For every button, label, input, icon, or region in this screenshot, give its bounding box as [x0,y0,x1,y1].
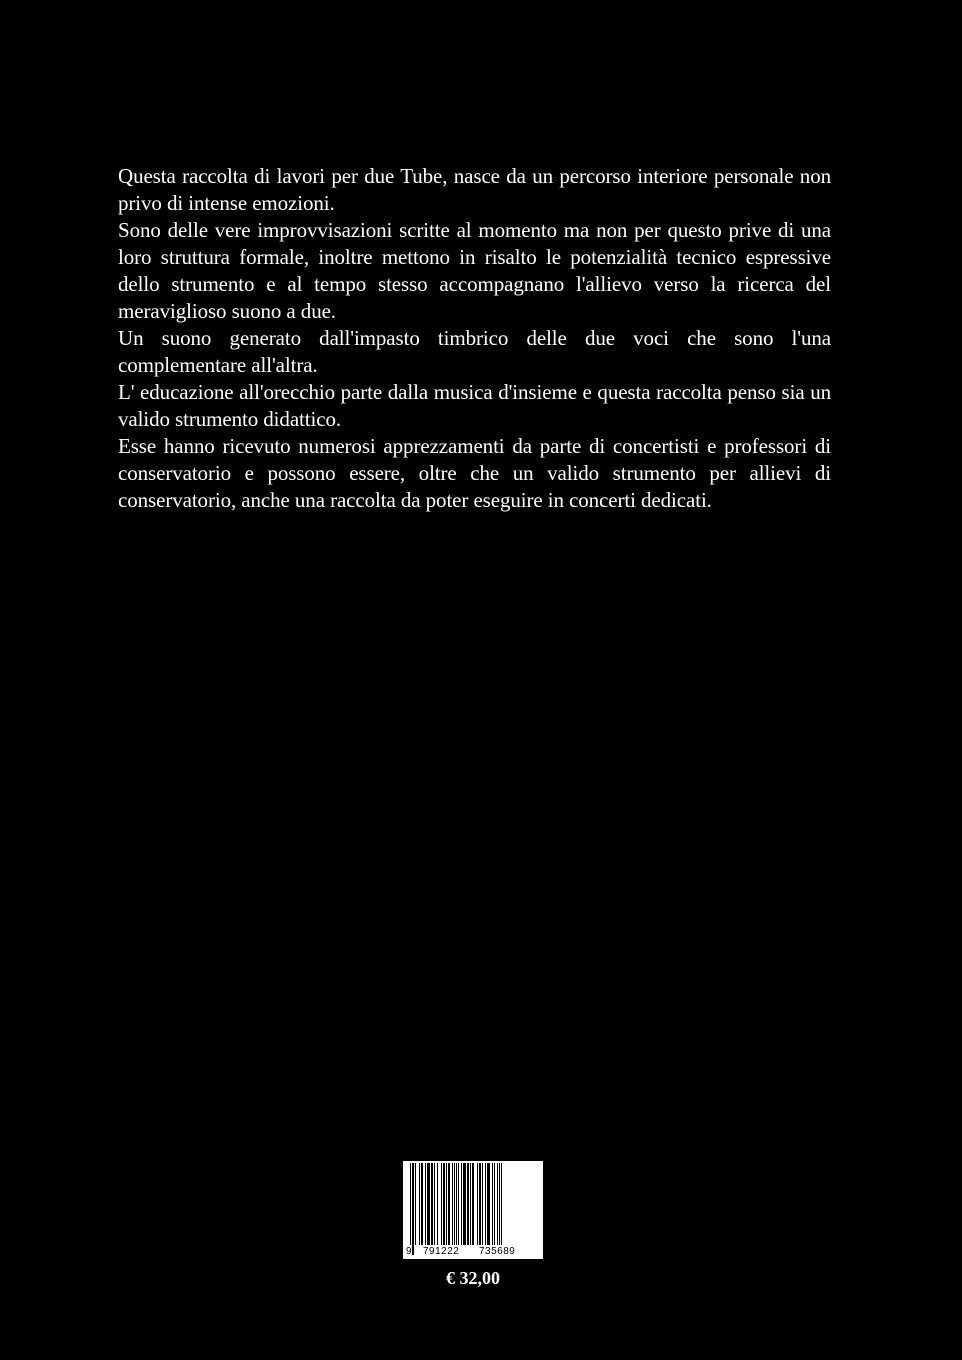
barcode-bar [482,1163,483,1245]
barcode-bar [479,1163,481,1245]
blurb-paragraph-3: Un suono generato dall'impasto timbrico delle due voci che sono l'una complementare all'altra. [118,326,831,377]
barcode-bar [499,1163,500,1255]
barcode-bar [494,1163,495,1245]
barcode-bar [425,1163,426,1245]
barcode-bar [421,1163,423,1245]
barcode-bar [467,1163,469,1245]
barcode-bar [415,1163,416,1245]
barcode-bar [412,1163,414,1255]
barcode-bar [427,1163,430,1245]
barcode-bar [472,1163,474,1245]
barcode-bar [441,1163,442,1245]
barcode-left-digits: 791222 [423,1246,460,1257]
blurb-paragraph-5: Esse hanno ricevuto numerosi apprezzamenti da parte di concertisti e professori di conservatorio e possono essere, oltre che un valido strumento per allievi di conservatorio, anche una raccolta da poter eseguire in concerti dedicati. [118,434,831,512]
barcode-bar [446,1163,447,1245]
barcode-bar [434,1163,435,1245]
barcode-bar [410,1163,411,1255]
back-cover-blurb [118,163,831,514]
barcode-bar [463,1163,466,1245]
barcode-bar [461,1163,462,1245]
price-label: € 32,00 [446,1268,500,1288]
barcode-bar [487,1163,490,1245]
barcode-bar [470,1163,471,1245]
blurb-paragraph-2: Sono delle vere improvvisazioni scritte al momento ma non per questo prive di una loro struttura formale, inoltre mettono in risalto le potenzialità tecnico espressive dello strumento e al tempo stesso accompagnano l'allievo verso la ricerca del meraviglioso suono a due. [118,218,831,323]
barcode-bar [454,1163,455,1255]
barcode-right-digits: 735689 [479,1246,516,1257]
barcode-bar [501,1163,502,1255]
barcode-bar [492,1163,493,1245]
barcode-bar [485,1163,486,1245]
barcode-lead-digit: 9 [406,1246,412,1257]
barcode-bar [443,1163,445,1245]
barcode-bar [452,1163,453,1245]
barcode-bar [456,1163,457,1255]
barcode-bar [458,1163,459,1255]
barcode-bar [477,1163,478,1245]
barcode-digits [403,1245,543,1259]
blurb-paragraph-4: L' educazione all'orecchio parte dalla musica d'insieme e questa raccolta penso sia un valido strumento didattico. [118,380,831,431]
barcode-bar [497,1163,498,1245]
barcode-bar [431,1163,433,1245]
blurb-paragraph-1: Questa raccolta di lavori per due Tube, nasce da un percorso interiore personale non privo di intense emozioni. [118,164,831,215]
barcode-bar [437,1163,438,1245]
isbn-barcode [403,1161,543,1259]
barcode-bar [448,1163,450,1245]
barcode-bar [419,1163,420,1245]
